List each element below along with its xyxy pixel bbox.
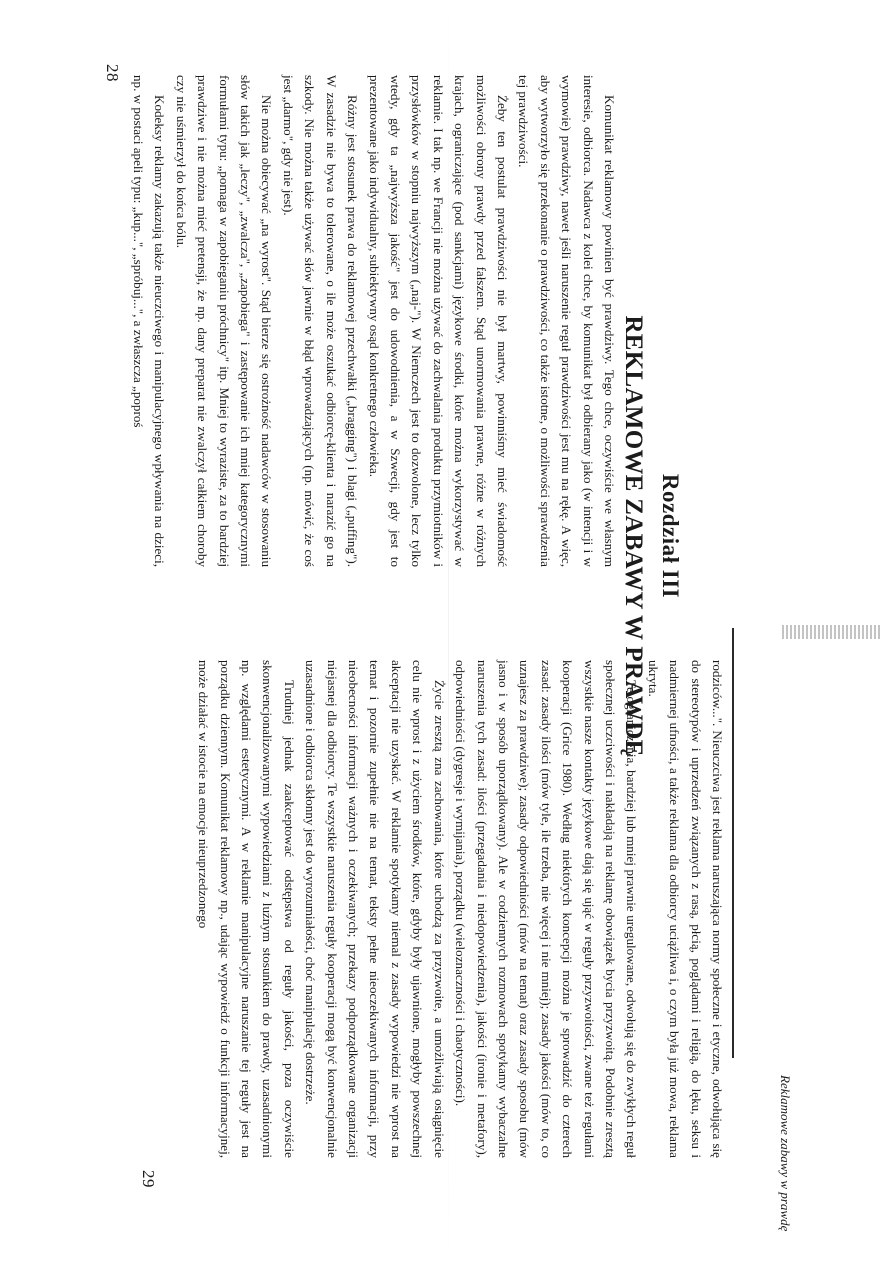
- paragraph: Komunikat reklamowy powinien być prawdziwy. Tego chce, oczywiście we własnym interesie, odbiorca. Nadawca z kolei chce, by komunikat był odbierany jako (w intencji i w wymowie) prawdziwy, nawet jeśli naruszenie reguł prawdziwości jest mu na rękę. A więc, aby wytworzyło się przekonanie o prawdziwości, co także istotne, o możliwości sprawdzenia tej prawdziwości.: [516, 75, 617, 567]
- running-header: Reklamowe zabawy w prawdę: [778, 1075, 793, 1232]
- paragraph: rodziców...". Nieuczciwa jest reklama naruszająca normy społeczne i etyczne, odwołująca się do stereotypów i uprzedzeń związanych z rasą, płcią, poglądami i religią, do lęku, seksu i nadmiernej ufności, a także reklama dla odbiorcy uciążliwa i, o czym była już mowa, reklama ukryta.: [645, 660, 725, 1158]
- right-text-column: [193, 660, 728, 1158]
- paragraph: Różny jest stosunek prawa do reklamowej przechwałki („bragging") i blagi („puffing"). W zasadzie nie bywa to tolerowane, o ile może oszukać odbiorcę-klienta i narazić go na szkody. Nie można także używać słów jawnie w błąd wprowadzających (np. mówić, że coś jest „darmo", gdy nie jest).: [280, 75, 361, 567]
- page-number-right: 29: [139, 1170, 158, 1188]
- chapter-title: REKLAMOWE ZABAWY W PRAWDĘ: [620, 315, 647, 757]
- paragraph: Trudniej jednak zaakceptować odstępstwa od reguły jakości, poza oczywiście skonwencjonalizowanymi wypowiedziami z luźnym stosunkiem do prawdy, uzasadnionymi np. względami estetycznymi. A w reklamie manipulacyjne naruszanie tej reguły jest na porządku dziennym. Komunikat reklamowy np., udając wypowiedź o funkcji informacyjnej, może działać w istocie na emocje nieuprzedzonego: [196, 660, 297, 1158]
- scan-mark: [782, 625, 880, 639]
- left-text-column: [128, 75, 620, 567]
- header-rule: [732, 628, 734, 1058]
- page-number-left: 28: [103, 64, 122, 82]
- paragraph: Nie można obiecywać „na wyrost". Stąd bierze się ostrożność nadawców w stosowaniu słów takich jak „leczy", „zwalcza", „zapobiega" i zastępowanie ich mniej kategorycznymi formułami typu: „pomaga w zapobieganiu próchnicy" itp. Mniej to wyraziste, za to bardziej prawdziwe i nie można mieć pretensji, że np. dany preparat nie zwalczył całkiem choroby czy nie uśmierzył do końca bólu.: [173, 75, 275, 567]
- paragraph: Żeby ten postulat prawdziwości nie był martwy, powinniśmy mieć świadomość możliwości obrony prawdy przed fałszem. Stąd unormowania prawne, różne w różnych krajach, ograniczające (pod sankcjami) językowe środki, które można wykorzystywać w reklamie. I tak np. we Francji nie można używać do zachwalania produktu przymiotników i przysłówków w stopniu najwyższym („naj-"). W Niemczech jest to dozwolone, lecz tylko wtedy, gdy ta „najwyższa jakość" jest do udowodnienia, a w Szwecji, gdy jest to prezentowane jako indywidualny, subiektywny osąd konkretnego człowieka.: [366, 75, 510, 567]
- chapter-number: Rozdział III: [658, 473, 683, 599]
- paragraph: Te ograniczenia, bardziej lub mniej prawnie uregulowane, odwołują się do zwykłych reguł społecznej uczciwości i nakładają na reklamę obowiązek bycia przyzwoitą. Podobnie zresztą wszystkie nasze kontakty językowe dają się ująć w reguły przyzwoitości, zwane też regułami kooperacji (Grice 1980). Według niektórych koncepcji można je sprowadzić do czterech zasad: zasady ilości (mów tyle, ile trzeba, nie więcej i nie mniej); zasady jakości (mów to, co uznajesz za prawdziwe); zasady odpowiedniości (mów na temat) oraz zasady sposobu (mów jasno i w sposób uporządkowany). Ale w codziennych rozmowach spotykamy wybaczalne naruszenia tych zasad: ilości (przegadania i niedopowiedzenia), jakości (ironie i metafory), odpowiedniości (dygresje i wymijania), porządku (wieloznaczności i chaotyczności).: [453, 660, 640, 1158]
- paragraph: Życie zresztą zna zachowania, które uchodzą za przyzwoite, a umożliwiają osiągnięcie celu nie wprost i z użyciem środków, które, gdyby były ujawnione, mogłyby powszechnej akceptacji nie uzyskać. W reklamie spotykamy niemal z zasady wypowiedzi nie wprost na temat i pozornie zupełnie nie na temat, teksty pełne nieoczekiwanych informacji, przy nieobecności informacji ważnych i oczekiwanych; przekazy podporządkowane organizacji niejasnej dla odbiorcy. Te wszystkie naruszenia reguły kooperacji mogą być konwencjonalnie uzasadnione i odbiorca skłonny jest do wyrozumiałości, choć manipulację dostrzeże.: [303, 660, 447, 1158]
- paragraph: Kodeksy reklamy zakazują także nieuczciwego i manipulacyjnego wpływania na dzieci, np. w postaci apeli typu: „kup...", „spróbuj...", a zwłaszcza „poproś: [131, 75, 168, 567]
